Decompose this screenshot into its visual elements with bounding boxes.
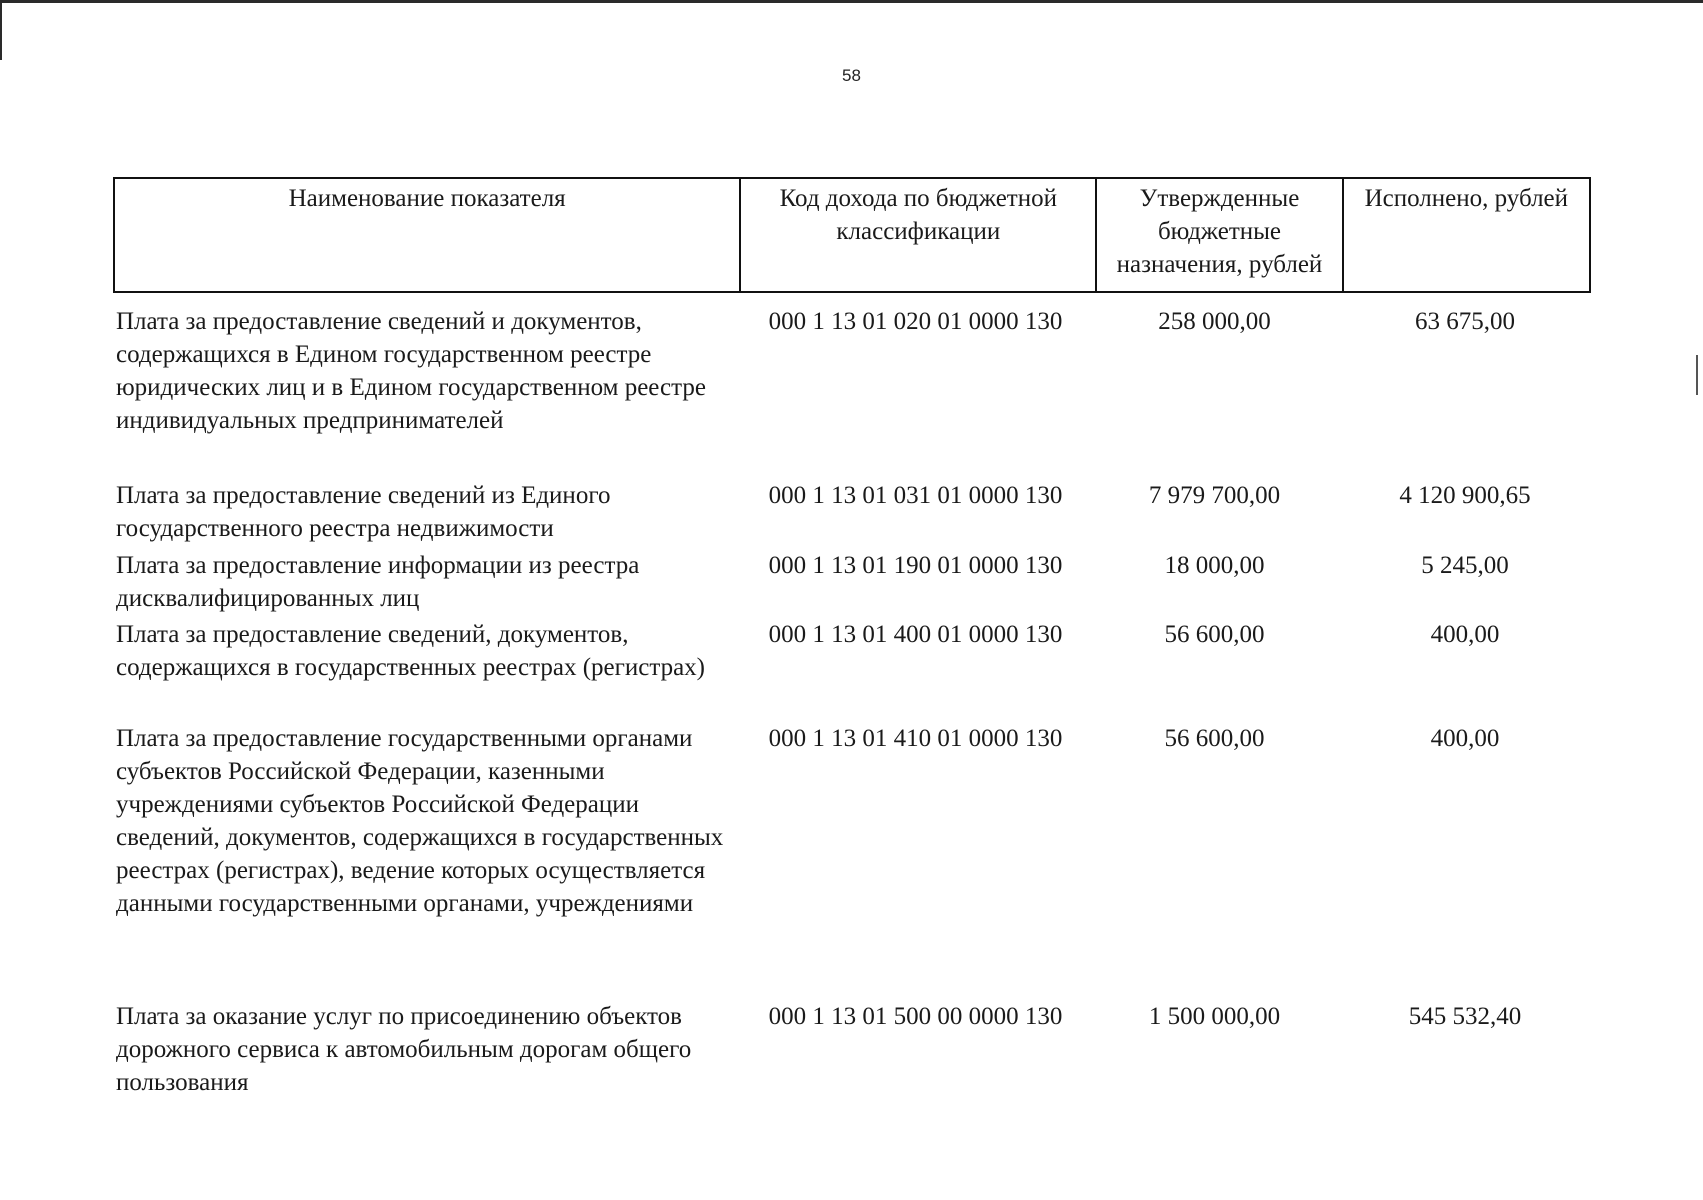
- row-indicator-name: Плата за оказание услуг по присоединению объектов дорожного сервиса к автомобильным дорогам общего пользования: [116, 1003, 692, 1096]
- row-revenue-code: 000 1 13 01 020 01 0000 130: [768, 308, 1063, 335]
- row-indicator-name: Плата за предоставление государственными органами субъектов Российской Федерации, казенными учреждениями субъектов Российской Федерации сведений, документов, содержащихся в государственных реестрах (регистрах), ведение которых осуществляется данными государственными органами, учреждениями: [116, 725, 724, 917]
- row-executed-amount: 4 120 900,65: [1399, 482, 1531, 509]
- row-revenue-code: 000 1 13 01 031 01 0000 130: [768, 482, 1063, 509]
- scan-border-top: [0, 0, 1703, 3]
- table-row: [113, 479, 1591, 549]
- row-approved-amount: 1 500 000,00: [1148, 1003, 1281, 1030]
- row-executed-amount: 400,00: [1430, 725, 1500, 752]
- table-row: [113, 618, 1591, 722]
- row-approved-amount: 56 600,00: [1164, 621, 1265, 648]
- row-revenue-code: 000 1 13 01 410 01 0000 130: [768, 725, 1063, 752]
- row-executed-amount: 545 532,40: [1408, 1003, 1522, 1030]
- header-executed: Исполнено, рублей: [1364, 185, 1569, 212]
- row-indicator-name: Плата за предоставление информации из реестра дисквалифицированных лиц: [116, 552, 640, 612]
- row-revenue-code: 000 1 13 01 400 01 0000 130: [768, 621, 1063, 648]
- table-row: [113, 549, 1591, 618]
- row-approved-amount: 7 979 700,00: [1148, 482, 1281, 509]
- row-approved-amount: 18 000,00: [1164, 552, 1265, 579]
- row-indicator-name: Плата за предоставление сведений из Единого государственного реестра недвижимости: [116, 482, 611, 542]
- scan-artifact-mark: [1696, 355, 1698, 395]
- table-row: [113, 722, 1591, 1000]
- row-executed-amount: 5 245,00: [1421, 552, 1509, 579]
- row-executed-amount: 400,00: [1430, 621, 1500, 648]
- table-header-row: [113, 177, 1591, 293]
- row-revenue-code: 000 1 13 01 500 00 0000 130: [768, 1003, 1063, 1030]
- header-indicator-name: Наименование показателя: [115, 179, 741, 291]
- scan-border-left: [0, 0, 2, 60]
- header-approved-budget: Утвержденные бюджетные назначения, рублей: [1097, 179, 1343, 291]
- table-row: [113, 305, 1591, 479]
- table-row: [113, 1000, 1591, 1110]
- row-indicator-name: Плата за предоставление сведений и документов, содержащихся в Едином государственном реестре юридических лиц и в Едином государственном реестре индивидуальных предпринимателей: [116, 308, 706, 434]
- page-number: 58: [842, 66, 861, 85]
- row-revenue-code: 000 1 13 01 190 01 0000 130: [768, 552, 1063, 579]
- revenue-table: [113, 177, 1591, 1110]
- row-executed-amount: 63 675,00: [1415, 308, 1515, 335]
- row-approved-amount: 258 000,00: [1158, 308, 1271, 335]
- row-approved-amount: 56 600,00: [1164, 725, 1265, 752]
- header-revenue-code: Код дохода по бюджетной классификации: [741, 179, 1097, 291]
- row-indicator-name: Плата за предоставление сведений, документов, содержащихся в государственных реестрах (регистрах): [116, 621, 706, 681]
